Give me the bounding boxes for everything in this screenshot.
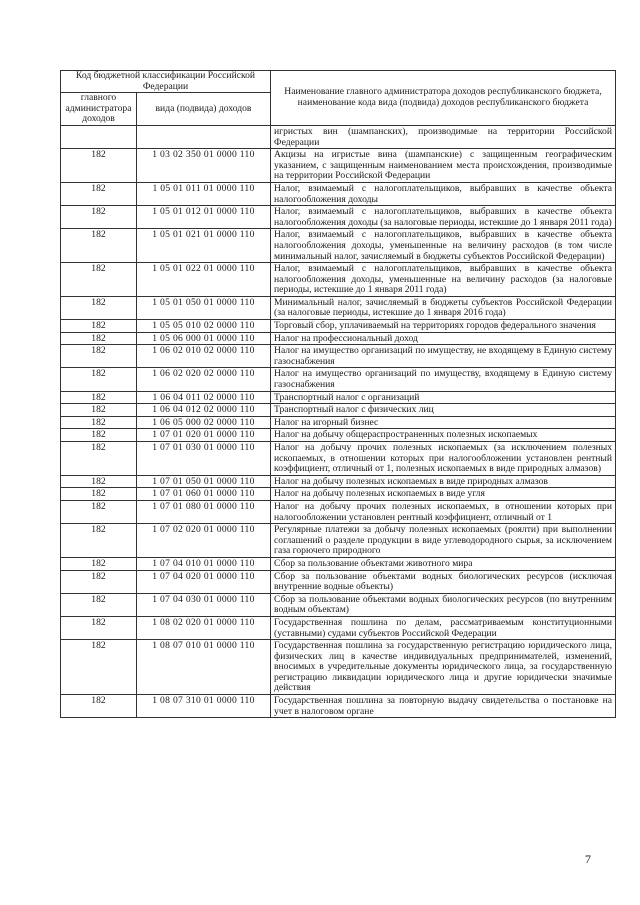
admin-code-cell: 182 <box>61 442 137 476</box>
income-name-cell: Налог, взимаемый с налогоплательщиков, выбравших в качестве объекта налогообложения доходы <box>271 182 616 205</box>
table-row <box>61 640 616 695</box>
table-row <box>61 593 616 616</box>
income-code-cell: 1 07 01 080 01 0000 110 <box>137 500 271 523</box>
table-row <box>61 320 616 333</box>
income-code-cell: 1 05 01 022 01 0000 110 <box>137 263 271 297</box>
table-row <box>61 263 616 297</box>
income-name-cell: Торговый сбор, уплачиваемый на территориях городов федерального значения <box>271 320 616 333</box>
income-code-cell <box>137 125 271 148</box>
income-code-cell: 1 06 04 012 02 0000 110 <box>137 404 271 417</box>
table-row <box>61 475 616 488</box>
income-code-cell: 1 08 07 310 01 0000 110 <box>137 695 271 718</box>
table-row <box>61 368 616 391</box>
income-code-cell: 1 05 01 021 01 0000 110 <box>137 229 271 263</box>
table-row <box>61 429 616 442</box>
table-row <box>61 488 616 501</box>
income-name-cell: Сбор за пользование объектами животного мира <box>271 557 616 570</box>
admin-code-cell: 182 <box>61 404 137 417</box>
income-name-cell: Налог на добычу прочих полезных ископаемых (за исключением полезных ископаемых, в отношении которых при налогообложении установлен рентный коэффициент, отличный от 1, полезных ископаемых в виде природных алмазов) <box>271 442 616 476</box>
table-row <box>61 125 616 148</box>
income-name-cell: Минимальный налог, зачисляемый в бюджеты субъектов Российской Федерации (за налоговые периоды, истекшие до 1 января 2016 года) <box>271 296 616 319</box>
admin-code-cell: 182 <box>61 332 137 345</box>
header-income-type: вида (подвида) доходов <box>137 93 271 126</box>
income-name-cell: Сбор за пользование объектами водных биологических ресурсов (по внутренним водным объектам) <box>271 593 616 616</box>
income-name-cell: Сбор за пользование объектами водных биологических ресурсов (исключая внутренние водные объекты) <box>271 570 616 593</box>
table-row <box>61 391 616 404</box>
table-row <box>61 524 616 558</box>
admin-code-cell <box>61 125 137 148</box>
table-row <box>61 296 616 319</box>
income-code-cell: 1 07 04 020 01 0000 110 <box>137 570 271 593</box>
table-header <box>61 71 616 126</box>
budget-codes-table-container <box>60 70 616 718</box>
admin-code-cell: 182 <box>61 616 137 639</box>
income-code-cell: 1 05 01 011 01 0000 110 <box>137 182 271 205</box>
table-row <box>61 442 616 476</box>
table-row <box>61 182 616 205</box>
income-code-cell: 1 06 02 010 02 0000 110 <box>137 345 271 368</box>
admin-code-cell: 182 <box>61 206 137 229</box>
table-row <box>61 570 616 593</box>
admin-code-cell: 182 <box>61 695 137 718</box>
income-code-cell: 1 05 01 050 01 0000 110 <box>137 296 271 319</box>
income-code-cell: 1 08 07 010 01 0000 110 <box>137 640 271 695</box>
admin-code-cell: 182 <box>61 296 137 319</box>
income-name-cell: Государственная пошлина за государственную регистрацию юридического лица, физических лиц в качестве индивидуальных предпринимателей, изменений, вносимых в учредительные документы юридического лица, за государственную регистрацию ликвидации юридического лица и другие юридически значимые действия <box>271 640 616 695</box>
income-code-cell: 1 07 01 020 01 0000 110 <box>137 429 271 442</box>
admin-code-cell: 182 <box>61 475 137 488</box>
income-name-cell: Налог на добычу полезных ископаемых в виде природных алмазов <box>271 475 616 488</box>
table-row <box>61 149 616 183</box>
admin-code-cell: 182 <box>61 429 137 442</box>
income-code-cell: 1 07 04 030 01 0000 110 <box>137 593 271 616</box>
admin-code-cell: 182 <box>61 391 137 404</box>
income-code-cell: 1 05 05 010 02 0000 110 <box>137 320 271 333</box>
admin-code-cell: 182 <box>61 640 137 695</box>
income-code-cell: 1 06 04 011 02 0000 110 <box>137 391 271 404</box>
admin-code-cell: 182 <box>61 557 137 570</box>
income-name-cell: Акцизы на игристые вина (шампанские) с защищенным географическим указанием, с защищенным наименованием места происхождения, производимые на территории Российской Федерации <box>271 149 616 183</box>
table-row <box>61 332 616 345</box>
table-row <box>61 500 616 523</box>
income-name-cell: Налог, взимаемый с налогоплательщиков, выбравших в качестве объекта налогообложения доходы (за налоговые периоды, истекшие до 1 января 2011 года) <box>271 206 616 229</box>
income-name-cell: Транспортный налог с физических лиц <box>271 404 616 417</box>
page-number: 7 <box>585 852 591 866</box>
income-name-cell: Налог на добычу полезных ископаемых в виде угля <box>271 488 616 501</box>
admin-code-cell: 182 <box>61 149 137 183</box>
income-name-cell: Налог на имущество организаций по имуществу, не входящему в Единую систему газоснабжения <box>271 345 616 368</box>
admin-code-cell: 182 <box>61 500 137 523</box>
income-code-cell: 1 03 02 350 01 0000 110 <box>137 149 271 183</box>
admin-code-cell: 182 <box>61 182 137 205</box>
income-code-cell: 1 08 02 020 01 0000 110 <box>137 616 271 639</box>
income-name-cell: Налог, взимаемый с налогоплательщиков, выбравших в качестве объекта налогообложения доходы, уменьшенные на величину расходов (за налоговые периоды, истекшие до 1 января 2011 года) <box>271 263 616 297</box>
admin-code-cell: 182 <box>61 368 137 391</box>
table-row <box>61 206 616 229</box>
admin-code-cell: 182 <box>61 488 137 501</box>
income-code-cell: 1 07 04 010 01 0000 110 <box>137 557 271 570</box>
admin-code-cell: 182 <box>61 263 137 297</box>
admin-code-cell: 182 <box>61 524 137 558</box>
table-row <box>61 616 616 639</box>
table-body <box>61 125 616 717</box>
table-row <box>61 695 616 718</box>
header-chief-administrator: главного администратора доходов <box>61 93 137 126</box>
admin-code-cell: 182 <box>61 570 137 593</box>
table-row <box>61 404 616 417</box>
admin-code-cell: 182 <box>61 345 137 368</box>
income-name-cell: Налог на добычу прочих полезных ископаемых, в отношении которых при налогообложении установлен рентный коэффициент, отличный от 1 <box>271 500 616 523</box>
income-name-cell: Налог, взимаемый с налогоплательщиков, выбравших в качестве объекта налогообложения доходы, уменьшенные на величину расходов (в том числе минимальный налог, зачисляемый в бюджеты субъектов Российской Федерации) <box>271 229 616 263</box>
admin-code-cell: 182 <box>61 229 137 263</box>
table-row <box>61 345 616 368</box>
header-administrator-name: Наименование главного администратора доходов республиканского бюджета, наименование кода вида (подвида) доходов республиканского бюджета <box>271 71 616 126</box>
header-budget-classification-code: Код бюджетной классификации Российской Федерации <box>61 71 271 93</box>
income-name-cell: Налог на профессиональный доход <box>271 332 616 345</box>
income-name-cell: Государственная пошлина по делам, рассматриваемым конституционными (уставными) судами субъектов Российской Федерации <box>271 616 616 639</box>
income-code-cell: 1 06 05 000 02 0000 110 <box>137 416 271 429</box>
income-name-cell: Налог на имущество организаций по имуществу, входящему в Единую систему газоснабжения <box>271 368 616 391</box>
admin-code-cell: 182 <box>61 416 137 429</box>
income-code-cell: 1 06 02 020 02 0000 110 <box>137 368 271 391</box>
admin-code-cell: 182 <box>61 593 137 616</box>
admin-code-cell: 182 <box>61 320 137 333</box>
income-code-cell: 1 05 06 000 01 0000 110 <box>137 332 271 345</box>
income-code-cell: 1 07 01 050 01 0000 110 <box>137 475 271 488</box>
income-name-cell: Транспортный налог с организаций <box>271 391 616 404</box>
income-name-cell: Регулярные платежи за добычу полезных ископаемых (роялти) при выполнении соглашений о разделе продукции в виде углеводородного сырья, за исключением газа горючего природного <box>271 524 616 558</box>
income-name-cell: Государственная пошлина за повторную выдачу свидетельства о постановке на учет в налоговом органе <box>271 695 616 718</box>
income-name-cell: игристых вин (шампанских), производимые на территории Российской Федерации <box>271 125 616 148</box>
income-code-cell: 1 07 01 060 01 0000 110 <box>137 488 271 501</box>
table-row <box>61 416 616 429</box>
income-name-cell: Налог на добычу общераспространенных полезных ископаемых <box>271 429 616 442</box>
income-code-cell: 1 07 01 030 01 0000 110 <box>137 442 271 476</box>
table-row <box>61 229 616 263</box>
table-row <box>61 557 616 570</box>
income-code-cell: 1 05 01 012 01 0000 110 <box>137 206 271 229</box>
income-name-cell: Налог на игорный бизнес <box>271 416 616 429</box>
income-code-cell: 1 07 02 020 01 0000 110 <box>137 524 271 558</box>
budget-codes-table <box>60 70 616 718</box>
